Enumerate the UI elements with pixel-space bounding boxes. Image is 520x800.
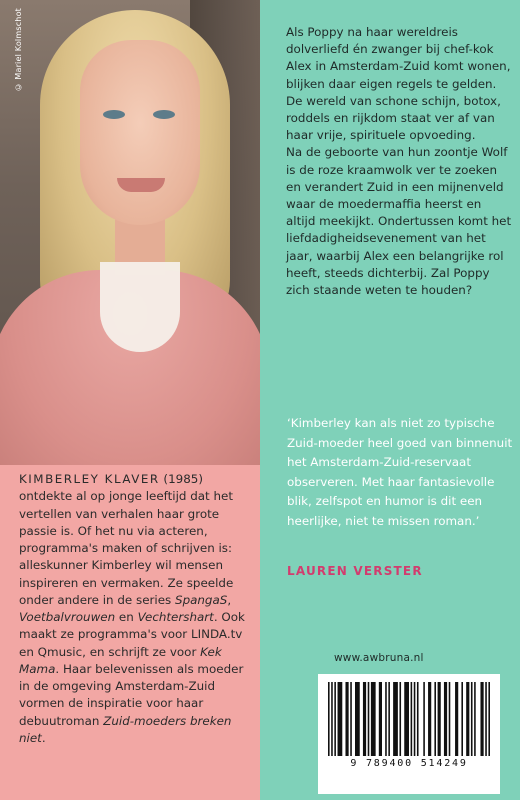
barcode-bar <box>355 682 360 756</box>
barcode-bar <box>417 682 419 756</box>
barcode-bar <box>363 682 366 756</box>
bio-sep-2: en <box>115 610 138 624</box>
barcode-bar <box>480 682 483 756</box>
barcode-bar <box>371 682 376 756</box>
barcode-digits: 9 789400 514249 <box>350 758 468 769</box>
barcode-bar <box>331 682 333 756</box>
birth-year: (1985) <box>159 472 203 486</box>
barcode-bar <box>379 682 382 756</box>
barcode-bar <box>404 682 409 756</box>
barcode-bar <box>411 682 413 756</box>
barcode-bar <box>428 682 431 756</box>
barcode-bars <box>328 682 490 756</box>
barcode-bar <box>393 682 398 756</box>
photo-smile <box>117 178 165 192</box>
barcode-bar <box>338 682 343 756</box>
novel-title: Zuid-moeders breken niet <box>19 713 232 745</box>
barcode-bar <box>438 682 441 756</box>
book-blurb <box>286 24 512 299</box>
barcode-bar <box>485 682 487 756</box>
author-photo <box>0 0 260 465</box>
bio-text-4: . <box>41 730 46 745</box>
barcode-bar <box>474 682 476 756</box>
barcode-bar <box>488 682 490 756</box>
barcode-bar <box>471 682 473 756</box>
barcode-bar <box>423 682 425 756</box>
author-bio <box>19 471 255 747</box>
magazine-title: Kek Mama <box>19 644 222 676</box>
barcode-bar <box>368 682 370 756</box>
photo-eye-right <box>153 110 175 119</box>
barcode-bar <box>334 682 336 756</box>
barcode-bar <box>455 682 458 756</box>
barcode-bar <box>461 682 463 756</box>
bio-text-3: . Haar belevenissen als moeder in de omgeving Amsterdam-Zuid vormen de inspiratie voor haar debuutroman <box>19 661 244 728</box>
blurb-paragraph-2: Na de geboorte van hun zoontje Wolf is de roze kraamwolk ver te zoeken en verandert Zuid in een mijnenveld waar de moedermaffia heerst en altijd meekijkt. Ondertussen komt het liefdadigheidsevenement van het jaar, waarbij Alex een belangrijke rol heeft, steeds dichterbij. Zal Poppy zich staande weten te houden? <box>286 145 512 298</box>
photo-eye-left <box>103 110 125 119</box>
publisher-url: www.awbruna.nl <box>334 652 424 664</box>
series-title-3: Vechtershart <box>137 610 214 624</box>
bio-text-1: ontdekte al op jonge leeftijd dat het vertellen van verhalen haar grote passie is. Of het nu via acteren, programma's maken of schrijven is: alleskunner Kimberley wil mensen inspireren en vermaken. Ze speelde onder andere in de series <box>19 489 234 607</box>
series-title-2: Voetbalvrouwen <box>19 610 116 624</box>
barcode-bar <box>385 682 387 756</box>
bio-sep-1: , <box>227 592 232 607</box>
photo-face <box>80 40 200 225</box>
barcode-bar <box>434 682 436 756</box>
blurb-paragraph-1: Als Poppy na haar wereldreis dolverliefd én zwanger bij chef-kok Alex in Amsterdam-Zuid komt wonen, blijken daar eigen regels te gelden. De wereld van schone schijn, botox, roddels en rijkdom staat ver af van haar vrije, spirituele opvoeding. <box>286 25 511 143</box>
barcode-bar <box>466 682 469 756</box>
barcode-bar <box>328 682 330 756</box>
barcode-bar <box>449 682 451 756</box>
series-title-1: SpangaS <box>175 592 228 607</box>
barcode-bar <box>388 682 390 756</box>
barcode-bar <box>350 682 352 756</box>
photo-lace-collar <box>100 262 180 352</box>
barcode-bar <box>414 682 416 756</box>
barcode-bar <box>345 682 348 756</box>
isbn-barcode <box>318 674 500 794</box>
barcode-bar <box>444 682 447 756</box>
author-name: KIMBERLEY KLAVER <box>19 472 160 486</box>
barcode-bar <box>399 682 401 756</box>
bio-text-2: . Ook maakt ze programma's voor LINDA.tv en Qmusic, en schrijft ze voor <box>19 610 245 659</box>
review-quote: ‘Kimberley kan als niet zo typische Zuid-moeder heel goed van binnenuit het Amsterdam-Zuid-reservaat observeren. Met haar fantasievolle blik, zelfspot en humor is dit een heerlijke, niet te missen roman.’ <box>287 416 513 528</box>
photo-credit: © Mariel Kolmschot <box>14 8 23 92</box>
quote-author: LAUREN VERSTER <box>287 564 423 578</box>
